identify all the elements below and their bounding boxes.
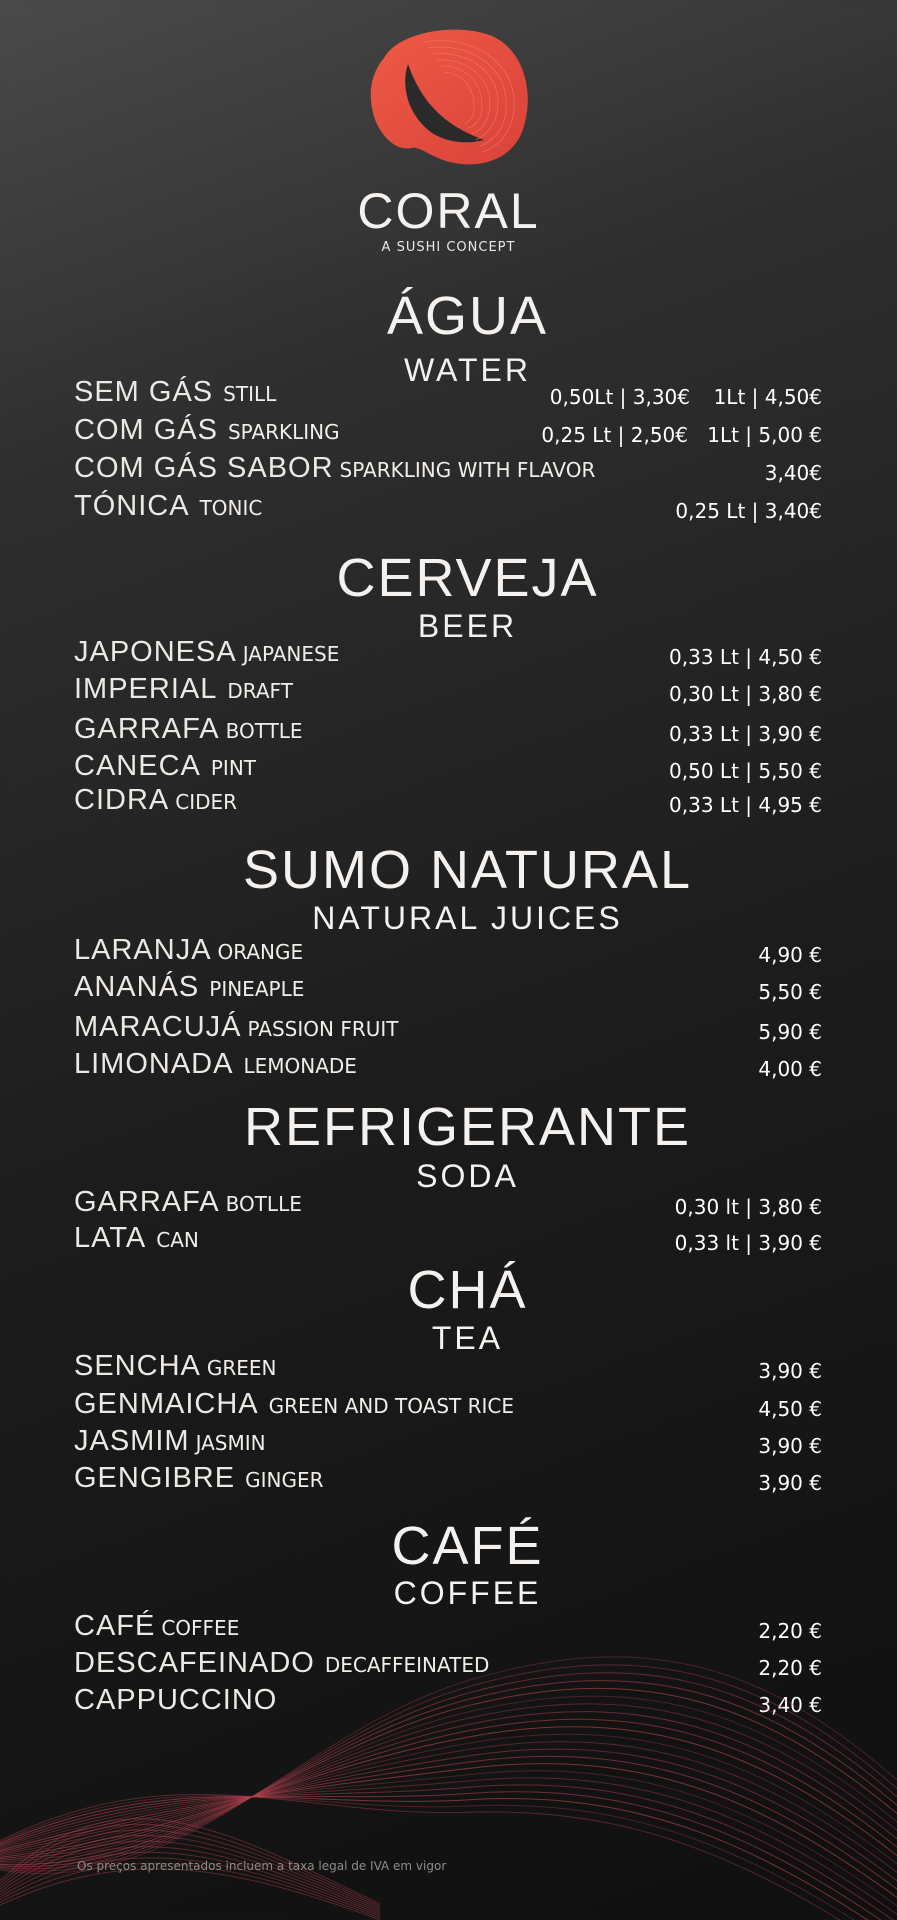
section-title-refrigerante: REFRIGERANTE [243, 1097, 692, 1157]
item-price: 1Lt | 4,50€ [713, 385, 822, 409]
item-name-en: COFFEE [161, 1616, 240, 1640]
item-name-en: PINT [210, 756, 256, 780]
item-name-en: GINGER [245, 1468, 324, 1492]
menu-item [74, 1425, 822, 1462]
section-subtitle-tea: TEA [431, 1320, 504, 1356]
item-price: 4,90 € [758, 943, 822, 967]
item-name-en: GREEN [206, 1356, 277, 1380]
item-name-en: CAN [156, 1228, 199, 1252]
item-name-pt: GENMAICHA [74, 1388, 259, 1420]
item-name-pt: TÓNICA [74, 490, 190, 522]
item-name-pt: SEM GÁS [74, 376, 214, 408]
item-price: 4,50 € [758, 1397, 822, 1421]
item-price: 3,90 € [758, 1359, 822, 1383]
item-name-pt: CAPPUCCINO [74, 1684, 278, 1716]
item-price: 2,20 € [758, 1656, 822, 1680]
menu-item [74, 713, 822, 750]
item-name-pt: DESCAFEINADO [74, 1647, 315, 1679]
item-name-en: TONIC [199, 496, 263, 520]
menu-item [74, 1011, 822, 1048]
wave-line [0, 1792, 897, 1920]
menu-item [74, 490, 822, 527]
item-name-en: BOTLLE [225, 1192, 302, 1216]
item-price: 3,90 € [758, 1471, 822, 1495]
item-name-pt: GARRAFA [74, 713, 220, 745]
item-name-pt: COM GÁS [74, 414, 218, 446]
item-price: 4,00 € [758, 1057, 822, 1081]
section-subtitle-water: WATER [404, 352, 531, 388]
menu-item [74, 452, 822, 489]
item-name-pt: IMPERIAL [74, 673, 218, 705]
wave-lines-decoration [0, 1620, 897, 1920]
item-name-pt: ANANÁS [74, 971, 200, 1003]
item-name-en: JAPANESE [242, 642, 340, 666]
item-name-pt: LARANJA [74, 934, 212, 966]
item-price: 0,30 lt | 3,80 € [674, 1195, 822, 1219]
item-price: 3,90 € [758, 1434, 822, 1458]
tax-footnote: Os preços apresentados incluem a taxa legal de IVA em vigor [77, 1859, 447, 1873]
brand-name: CORAL [357, 183, 540, 239]
item-price: 0,33 lt | 3,90 € [674, 1231, 822, 1255]
item-name-en: LEMONADE [243, 1054, 357, 1078]
item-name-en: PINEAPLE [209, 977, 305, 1001]
item-name-pt: JAPONESA [74, 636, 237, 668]
menu-item [74, 414, 822, 451]
menu-item [74, 784, 822, 821]
item-price: 3,40€ [764, 461, 822, 485]
section-title-cha: CHÁ [407, 1260, 528, 1320]
menu-item [74, 1388, 822, 1425]
item-price: 0,25 Lt | 3,40€ [675, 499, 822, 523]
item-name-en: JASMIN [195, 1431, 266, 1455]
item-name-en: ORANGE [217, 940, 304, 964]
item-name-pt: COM GÁS SABOR [74, 452, 334, 484]
menu-item [74, 750, 822, 787]
section-subtitle-beer: BEER [417, 608, 518, 644]
item-name-pt: CANECA [74, 750, 201, 782]
menu-item [74, 1222, 822, 1259]
item-name-pt: LATA [74, 1222, 147, 1254]
section-title-cafe: CAFÉ [391, 1516, 544, 1576]
item-price: 0,50 Lt | 5,50 € [669, 759, 822, 783]
item-name-en: GREEN AND TOAST RICE [268, 1394, 514, 1418]
section-subtitle-soda: SODA [416, 1158, 519, 1194]
item-name-en: SPARKLING WITH FLAVOR [339, 458, 596, 482]
item-name-pt: CAFÉ [74, 1610, 156, 1642]
item-price: 3,40 € [758, 1693, 822, 1717]
item-price: 5,90 € [758, 1020, 822, 1044]
brand-tagline: A SUSHI CONCEPT [381, 240, 516, 255]
item-name-pt: MARACUJÁ [74, 1011, 242, 1043]
menu-item [74, 1462, 822, 1499]
item-name-en: DECAFFEINATED [324, 1653, 490, 1677]
section-subtitle-natural-juices: NATURAL JUICES [312, 900, 623, 936]
wave-line [0, 1771, 897, 1906]
menu-item [74, 1350, 822, 1387]
item-price-small: 0,25 Lt | 2,50€ [541, 423, 688, 447]
menu-item [74, 636, 822, 673]
wave-line [0, 1681, 897, 1867]
item-name-pt: LIMONADA [74, 1048, 234, 1080]
item-price: 2,20 € [758, 1619, 822, 1643]
coral-logo-icon [364, 28, 532, 174]
menu-item [74, 1048, 822, 1085]
section-title-agua: ÁGUA [386, 286, 549, 346]
menu-item [74, 376, 822, 413]
menu-item [74, 1186, 822, 1223]
section-subtitle-coffee: COFFEE [393, 1575, 542, 1611]
item-name-pt: GARRAFA [74, 1186, 220, 1218]
menu-item [74, 673, 822, 710]
item-price-small: 0,50Lt | 3,30€ [549, 385, 690, 409]
item-name-en: CIDER [175, 790, 238, 814]
item-price: 0,33 Lt | 4,95 € [669, 793, 822, 817]
item-name-pt: CIDRA [74, 784, 170, 816]
menu-item [74, 934, 822, 971]
item-price: 1Lt | 5,00 € [707, 423, 822, 447]
item-name-en: STILL [223, 382, 277, 406]
item-name-en: SPARKLING [227, 420, 340, 444]
section-title-cerveja: CERVEJA [336, 548, 599, 608]
item-name-en: PASSION FRUIT [247, 1017, 399, 1041]
section-title-sumo-natural: SUMO NATURAL [242, 840, 693, 900]
item-price: 0,33 Lt | 3,90 € [669, 722, 822, 746]
item-name-en: DRAFT [227, 679, 293, 703]
item-price: 0,30 Lt | 3,80 € [669, 682, 822, 706]
item-price: 0,33 Lt | 4,50 € [669, 645, 822, 669]
menu-item [74, 971, 822, 1008]
item-name-en: BOTTLE [225, 719, 303, 743]
item-price: 5,50 € [758, 980, 822, 1004]
item-name-pt: SENCHA [74, 1350, 201, 1382]
item-name-pt: JASMIM [74, 1425, 190, 1457]
item-name-pt: GENGIBRE [74, 1462, 236, 1494]
